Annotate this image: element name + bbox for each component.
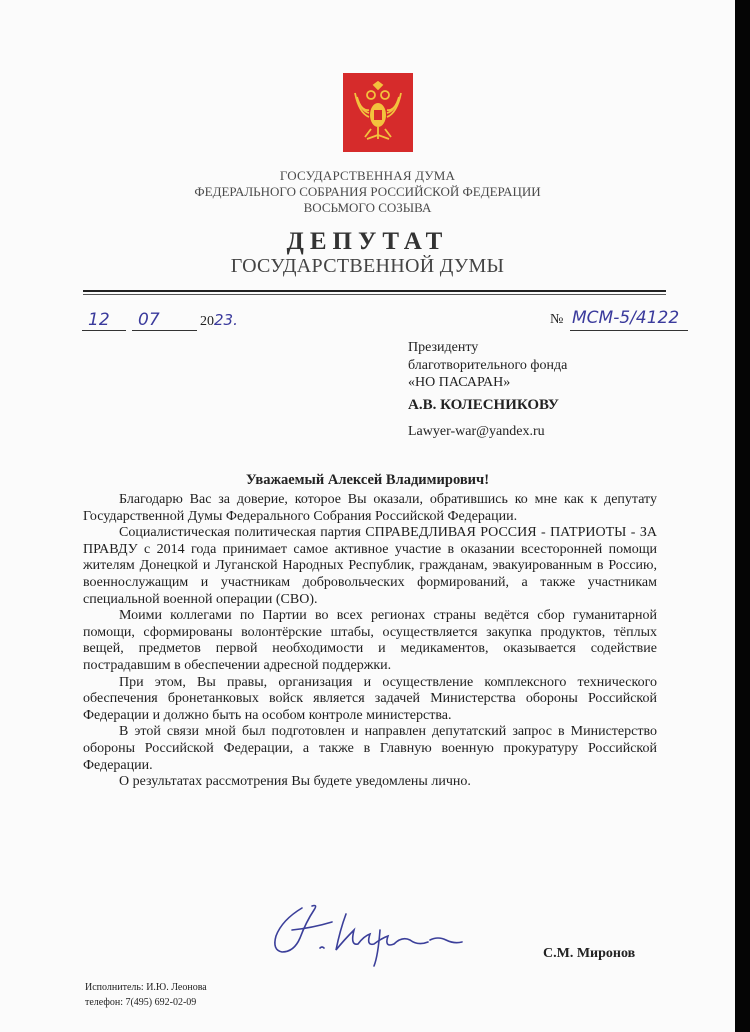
number-value: МСМ-5/4122 bbox=[572, 308, 680, 328]
header-rule-thick bbox=[83, 290, 666, 292]
letterhead-title: ДЕПУТАТ bbox=[286, 228, 449, 255]
paragraph-humanitarian: Моими коллегами по Партии во всех регионах страны ведётся сбор гуманитарной помощи, сформированы волонтёрские штабы, осуществляется закупка продуктов, тёплых вещей, предметов первой необходимости и медикаментов, оказывается содействие пострадавшим в обеспечении адресной поддержки. bbox=[83, 608, 657, 673]
paragraph-party-aid: Социалистическая политическая партия СПРАВЕДЛИВАЯ РОССИЯ - ПАТРИОТЫ - ЗА ПРАВДУ с 2014 года принимает самое активное участие в оказании всесторонней помощи жителям Донецкой и Луганской Народных Республик, гражданам, эвакуированным в Россию, военнослужащим и участникам добровольческих формирований, а также участникам специальной военной операции (СВО). bbox=[83, 525, 657, 607]
letter-number bbox=[550, 308, 700, 334]
salutation: Уважаемый Алексей Владимирович! bbox=[245, 472, 490, 488]
russian-coat-of-arms-emblem bbox=[343, 73, 413, 152]
date-month-underline bbox=[132, 330, 197, 331]
footer-executor: Исполнитель: И.Ю. Леонова bbox=[85, 982, 207, 993]
paragraph-gratitude: Благодарю Вас за доверие, которое Вы оказали, обратившись ко мне как к депутату Государственной Думы Федерального Собрания Российской Федерации. bbox=[83, 492, 657, 524]
addressee-name: А.В. КОЛЕСНИКОВУ bbox=[408, 397, 559, 413]
footer-phone: телефон: 7(495) 692-02-09 bbox=[85, 997, 197, 1008]
letterhead-subtitle: ГОСУДАРСТВЕННОЙ ДУМЫ bbox=[230, 255, 505, 277]
letterhead-convocation: ВОСЬМОГО СОЗЫВА bbox=[303, 200, 432, 215]
number-sign: № bbox=[550, 312, 564, 327]
addressee-position: Президенту bbox=[408, 340, 479, 355]
handwritten-signature bbox=[262, 900, 482, 970]
header-rule-thin bbox=[83, 294, 666, 295]
scan-dark-edge bbox=[735, 0, 750, 1032]
date-day: 12 bbox=[88, 310, 110, 330]
letter-body bbox=[83, 492, 657, 791]
paragraph-ministry: При этом, Вы правы, организация и осуществление комплексного технического обеспечения бронетанковых войск является задачей Министерства обороны Российской Федерации и должно быть на особом контроле министерства. bbox=[83, 674, 657, 723]
addressee-fund-name: «НО ПАСАРАН» bbox=[408, 375, 511, 390]
date-year-suffix: 23. bbox=[214, 311, 238, 329]
letter-date bbox=[82, 310, 282, 334]
date-year-prefix: 20 bbox=[200, 314, 214, 329]
letterhead-federal-assembly: ФЕДЕРАЛЬНОГО СОБРАНИЯ РОССИЙСКОЙ ФЕДЕРАЦИИ bbox=[194, 184, 541, 199]
addressee-organization: благотворительного фонда bbox=[408, 358, 568, 373]
paragraph-results: О результатах рассмотрения Вы будете уведомлены лично. bbox=[119, 774, 471, 790]
date-month: 07 bbox=[138, 310, 160, 330]
number-underline bbox=[570, 330, 688, 331]
paragraph-inquiry: В этой связи мной был подготовлен и направлен депутатский запрос в Министерство обороны Российской Федерации, а также в Главную военную прокуратуру Российской Федерации. bbox=[83, 724, 657, 773]
letterhead-duma: ГОСУДАРСТВЕННАЯ ДУМА bbox=[279, 168, 456, 183]
date-year bbox=[200, 311, 238, 330]
date-day-underline bbox=[82, 330, 126, 331]
signer-name: С.М. Миронов bbox=[543, 946, 636, 961]
addressee-email: Lawyer-war@yandex.ru bbox=[408, 424, 545, 439]
